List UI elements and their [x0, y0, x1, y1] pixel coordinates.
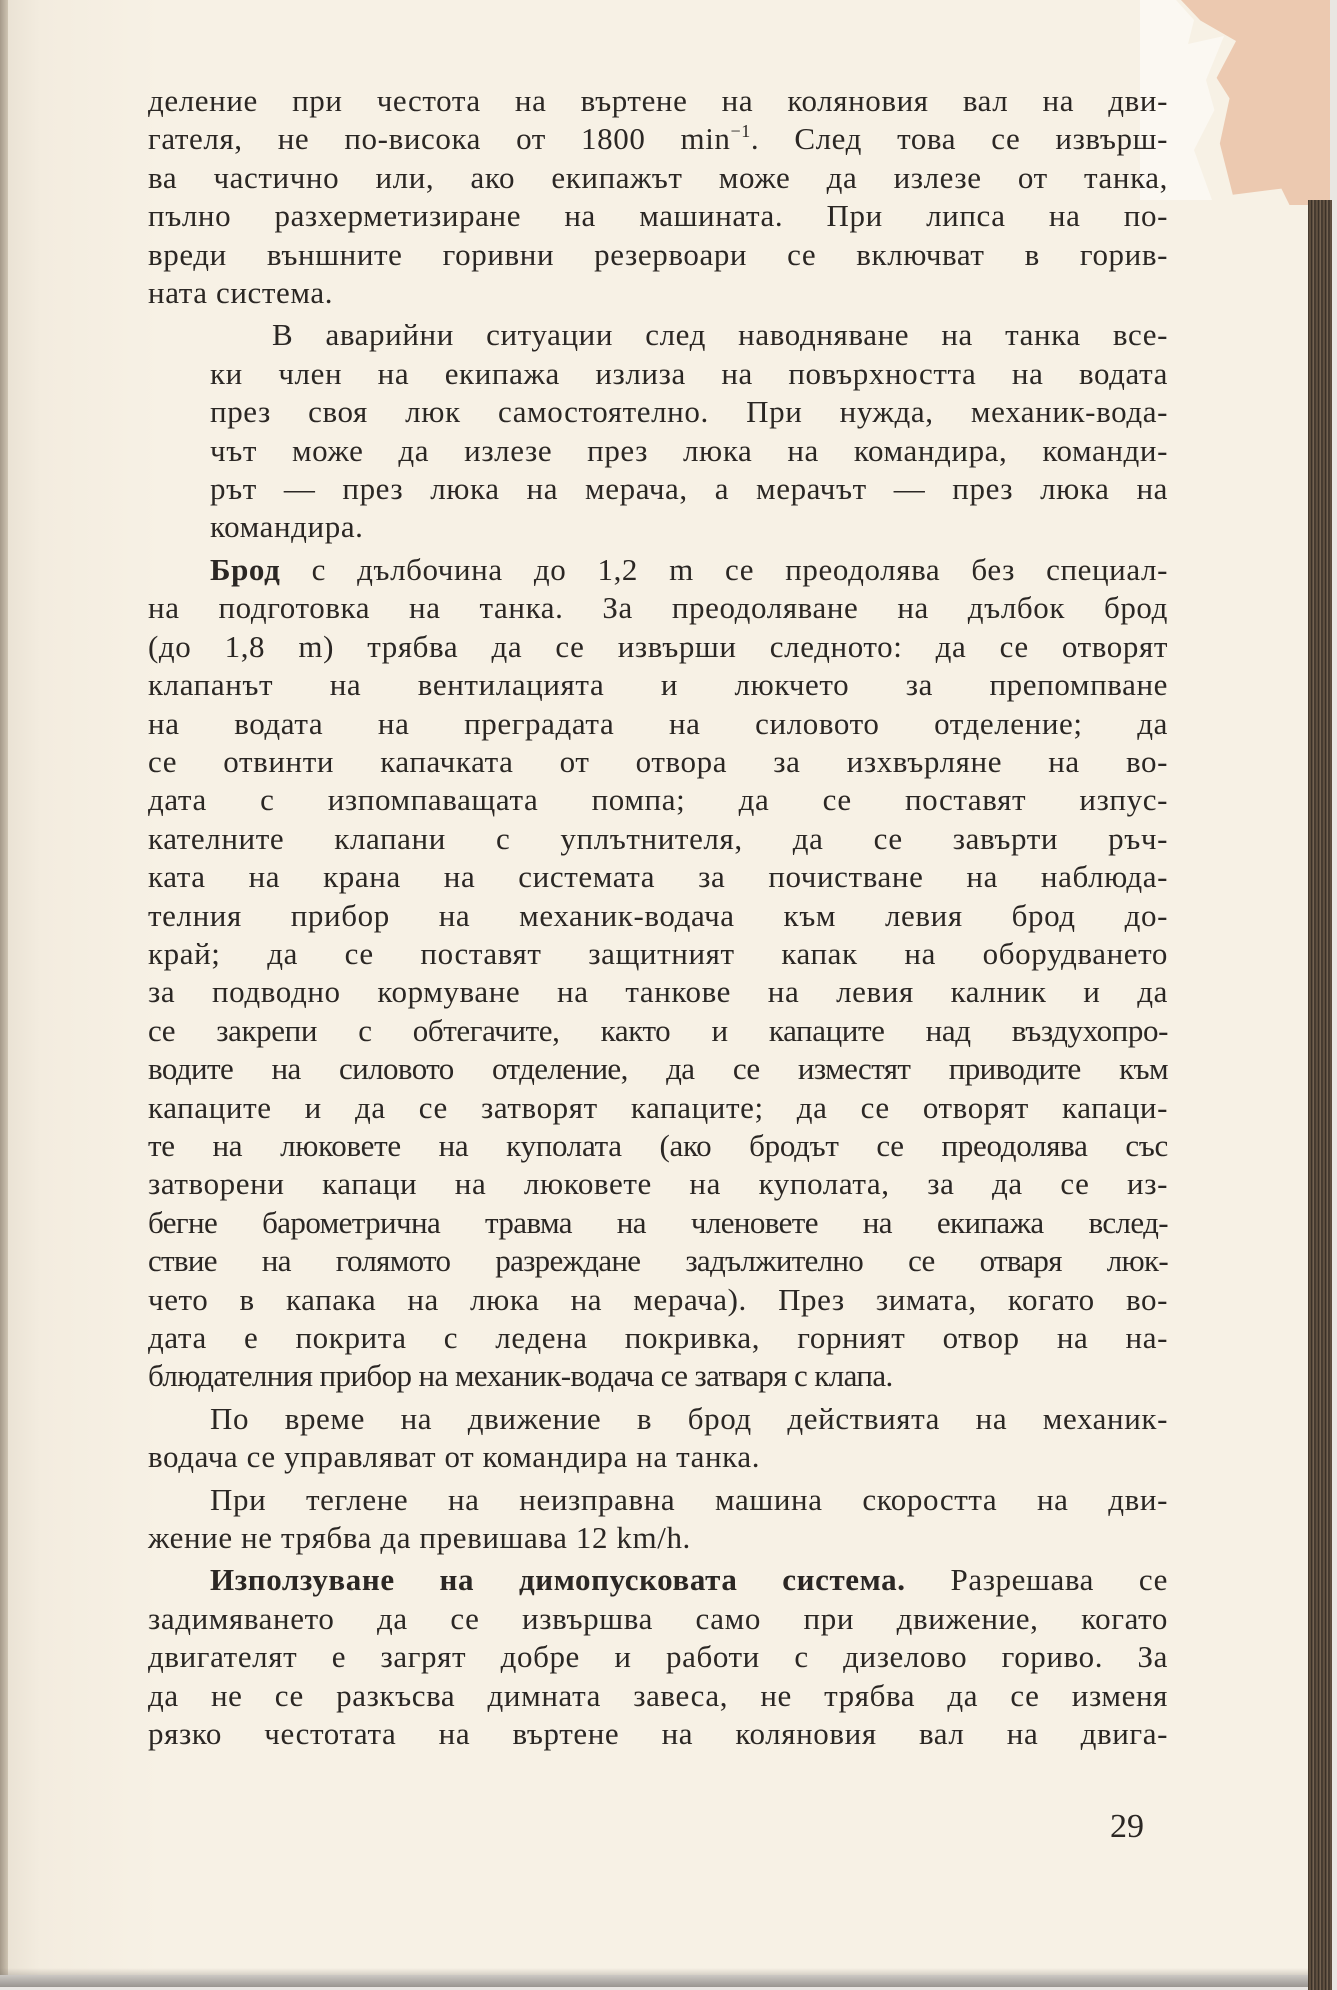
- text-line: ки член на екипажа излиза на повърхността на водата: [210, 355, 1168, 391]
- text-line: дата с изпомпаващата помпа; да се поставят изпус-: [148, 782, 1168, 818]
- text-line: командира.: [210, 509, 364, 545]
- text-line: вреди външните горивни резервоари се включват в горив-: [148, 236, 1168, 272]
- run-in-heading: Брод: [210, 551, 281, 587]
- paragraph-1: [148, 82, 1168, 312]
- text-line: жение не трябва да превишава 12 km/h.: [148, 1520, 691, 1556]
- text-line: чът може да излезе през люка на командира, команди-: [210, 432, 1168, 468]
- text-line: телния прибор на механик-водача към левия брод до-: [148, 897, 1168, 933]
- text-line: рът — през люка на мерача, а мерачът — през люка на: [210, 471, 1168, 507]
- text-line: на водата на преградата на силовото отделение; да: [148, 705, 1168, 741]
- text-line: ната система.: [148, 275, 334, 311]
- paragraph-2: [148, 316, 1168, 546]
- text-line: Използуване на димопусковата система. Разрешава се: [210, 1562, 1168, 1598]
- text-line: те на люковете на куполата (ако бродът се преодолява със: [148, 1127, 1168, 1163]
- text-line: По време на движение в брод действията на механик-: [210, 1400, 1168, 1436]
- text-line: гателя, не по-висока от 1800 $\min^{-1}$. След това се извърш-: [148, 121, 1169, 157]
- run-in-heading: Използуване на димопусковата система.: [210, 1562, 906, 1598]
- paragraph-5: [148, 1481, 1168, 1558]
- text-line: на подготовка на танка. За преодоляване на дълбок брод: [148, 590, 1168, 626]
- text-line: ва частично или, ако екипажът може да излезе от танка,: [148, 159, 1168, 195]
- text-line: водача се управляват от командира на танка.: [148, 1439, 761, 1475]
- text-line: водите на силовото отделение, да се изместят приводите към: [148, 1051, 1168, 1087]
- text-line: пълно разхерметизиране на машината. При липса на по-: [148, 198, 1168, 234]
- text-line: (до 1,8 m) трябва да се извърши следното: да се отворят: [148, 628, 1168, 664]
- text-line: рязко честотата на въртене на коляновия вал на двига-: [148, 1716, 1168, 1752]
- text-line: кателните клапани с уплътнителя, да се завърти ръч-: [148, 820, 1168, 856]
- text-line: ствие на голямото разреждане задължително се отваря люк-: [148, 1243, 1168, 1279]
- text-line: Брод с дълбочина до 1,2 m се преодолява без специал-: [210, 551, 1168, 587]
- text-line: капаците и да се затворят капаците; да се отворят капаци-: [148, 1089, 1168, 1125]
- paragraph-smoke-system: [148, 1561, 1168, 1753]
- text-line: При теглене на неизправна машина скоростта на дви-: [210, 1481, 1168, 1517]
- text-line: се закрепи с обтегачите, както и капаците над въздухопро-: [148, 1012, 1168, 1048]
- text-line: се отвинти капачката от отвора за изхвърляне на во-: [148, 743, 1168, 779]
- text-line: през своя люк самостоятелно. При нужда, механик-вода-: [210, 394, 1168, 430]
- paragraph-4: [148, 1400, 1168, 1477]
- page-edges-stack: [1308, 200, 1332, 1990]
- page-left-edge: [0, 0, 8, 1975]
- text-line: дата е покрита с ледена покривка, горният отвор на на-: [148, 1320, 1168, 1355]
- text-line: В аварийни ситуации след наводняване на танка все-: [272, 317, 1168, 353]
- text-line: затворени капаци на люковете на куполата, за да се из-: [148, 1166, 1168, 1202]
- text-line: двигателят е загрят добре и работи с дизелово гориво. За: [148, 1639, 1168, 1675]
- text-line: блюдателния прибор на механик-водача се затваря с клапа.: [148, 1358, 893, 1394]
- text-line: задимяването да се извършва само при движение, когато: [148, 1600, 1168, 1636]
- text-line: за подводно кормуване на танкове на левия калник и да: [148, 974, 1168, 1010]
- paragraph-ford: [148, 551, 1168, 1396]
- page-number: 29: [1110, 1808, 1144, 1845]
- text-line: да не се разкъсва димната завеса, не трябва да се изменя: [148, 1677, 1168, 1713]
- body-text: [148, 82, 1168, 1757]
- bottom-shadow: [0, 1968, 1308, 1987]
- text-line: край; да се поставят защитният капак на оборудването: [148, 935, 1168, 971]
- text-line: деление при честота на въртене на коляновия вал на дви-: [148, 83, 1168, 118]
- text-line: чето в капака на люка на мерача). През зимата, когато во-: [148, 1281, 1168, 1317]
- text-line: ката на крана на системата за почистване на наблюда-: [148, 859, 1168, 895]
- text-line: клапанът на вентилацията и люкчето за препомпване: [148, 667, 1168, 703]
- text-line: бегне барометрична травма на членовете на екипажа вслед-: [148, 1204, 1168, 1240]
